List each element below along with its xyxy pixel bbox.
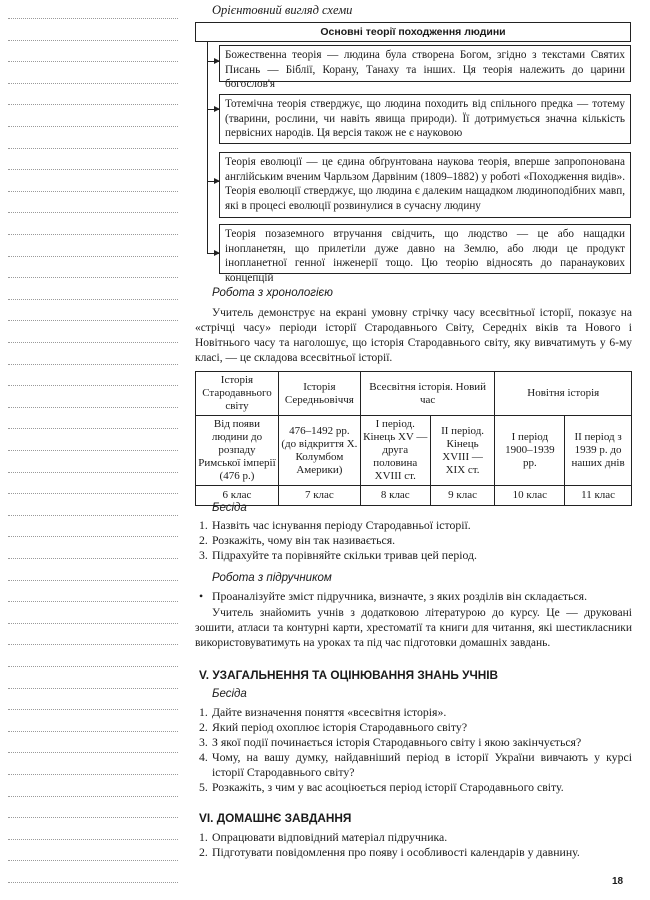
section-5-heading: V. УЗАГАЛЬНЕННЯ ТА ОЦІНЮВАННЯ ЗНАНЬ УЧНІВ: [199, 668, 499, 682]
list-item: [199, 548, 632, 563]
margin-note-line: [8, 623, 178, 624]
margin-note-line: [8, 407, 178, 408]
table-header: Історія Стародавнього світу: [196, 372, 279, 416]
margin-note-line: [8, 18, 178, 19]
margin-note-line: [8, 839, 178, 840]
list-text: Чому, на вашу думку, найдавніший період в історії України вивчають у курсі історії Стародавнього світу?: [212, 750, 632, 779]
section-6-list: [199, 830, 632, 860]
table-header: Новітня історія: [495, 372, 632, 416]
list-text: Розкажіть, з чим у вас асоціюється період історії Стародавнього світу.: [212, 780, 564, 794]
list-text: Проаналізуйте зміст підручника, визначте, з яких розділів він складається.: [212, 589, 588, 603]
margin-note-line: [8, 428, 178, 429]
list-item: [199, 780, 632, 795]
margin-note-line: [8, 580, 178, 581]
conversation-list: [199, 518, 632, 563]
theory-box-totemic: Тотемічна теорія стверджує, що людина походить від спільного предка — тотему (тварини, рослини, чи навіть явища природи). Її дотримується значна кількість первісних народів. Ця версія також не є науковою: [219, 94, 631, 144]
list-item: [199, 735, 632, 750]
list-item: [199, 705, 632, 720]
theory-box-divine: Божественна теорія — людина була створена Богом, згідно з текстами Святих Писань — Біблії, Корану, Танаху та інших. Ця теорія належить до царини богослов'я: [219, 45, 631, 82]
margin-note-line: [8, 299, 178, 300]
margin-note-line: [8, 342, 178, 343]
list-text: З якої події починається історія Стародавнього світу і якою закінчується?: [212, 735, 582, 749]
list-number: 4.: [199, 750, 208, 764]
list-item: [199, 589, 632, 604]
table-cell: 9 клас: [430, 486, 495, 506]
list-item: [199, 750, 632, 780]
table-cell: I період 1900–1939 рр.: [495, 416, 565, 486]
list-item: [199, 518, 632, 533]
margin-note-line: [8, 40, 178, 41]
margin-note-line: [8, 61, 178, 62]
margin-note-line: [8, 256, 178, 257]
table-cell: I період. Кінець XV — друга половина XVIII ст.: [360, 416, 430, 486]
list-text: Опрацювати відповідний матеріал підручника.: [212, 830, 448, 844]
scheme-arrow: [207, 253, 219, 254]
margin-note-line: [8, 752, 178, 753]
scheme-arrow: [207, 109, 219, 110]
margin-note-line: [8, 126, 178, 127]
margin-note-line: [8, 83, 178, 84]
table-cell: II період. Кінець XVIII — XIX ст.: [430, 416, 495, 486]
margin-note-line: [8, 536, 178, 537]
margin-note-lines: [0, 0, 182, 900]
section-6-heading: VI. ДОМАШНЄ ЗАВДАННЯ: [199, 811, 352, 825]
margin-note-line: [8, 644, 178, 645]
table-cell: 10 клас: [495, 486, 565, 506]
list-item: [199, 830, 632, 845]
list-text: Назвіть час існування періоду Стародавньої історії.: [212, 518, 471, 532]
margin-note-line: [8, 320, 178, 321]
margin-note-line: [8, 666, 178, 667]
table-cell: 11 клас: [565, 486, 632, 506]
scheme-arrow: [207, 181, 219, 182]
list-number: 1.: [199, 518, 208, 532]
margin-note-line: [8, 860, 178, 861]
textbook-text: Учитель знайомить учнів з додатковою літературою до курсу. Це — друковані зошити, атласи та контурні карти, хрестоматії та книги для читання, які шестикласники використовуватимуть на уроках та під час підготовки домашніх завдань.: [195, 607, 632, 649]
margin-note-line: [8, 364, 178, 365]
list-text: Розкажіть, чому він так називається.: [212, 533, 396, 547]
margin-note-line: [8, 796, 178, 797]
scheme-caption: Орієнтовний вигляд схеми: [212, 3, 353, 17]
margin-note-line: [8, 774, 178, 775]
list-text: Підрахуйте та порівняйте скільки тривав цей період.: [212, 548, 478, 562]
section-5-subheading: Бесіда: [212, 688, 247, 700]
textbook-heading: Робота з підручником: [212, 572, 332, 584]
table-cell: II період з 1939 р. до наших днів: [565, 416, 632, 486]
margin-note-line: [8, 234, 178, 235]
table-header: Історія Середньовіччя: [278, 372, 360, 416]
list-number: 5.: [199, 780, 208, 794]
margin-note-line: [8, 148, 178, 149]
margin-note-line: [8, 515, 178, 516]
conversation-heading: Бесіда: [212, 502, 247, 514]
list-number: 2.: [199, 533, 208, 547]
margin-note-line: [8, 169, 178, 170]
scheme-connector-line: [207, 42, 208, 254]
margin-note-line: [8, 493, 178, 494]
list-number: 3.: [199, 735, 208, 749]
chronology-text: Учитель демонструє на екрані умовну стрічку часу всесвітньої історії, показує на «стрічці часу» періоди історії Стародавнього Світу, Середніх віків та Нового і Новітнього часу та наголошує, що історія Стародавнього світу, яку вивчатимуть у 6-му класі, — це складова всесвітньої історії.: [195, 307, 632, 364]
list-text: Який період охоплює історія Стародавнього світу?: [212, 720, 468, 734]
margin-note-line: [8, 709, 178, 710]
timeline-table: [195, 371, 632, 506]
list-number: 1.: [199, 705, 208, 719]
margin-note-line: [8, 688, 178, 689]
list-item: [199, 533, 632, 548]
table-cell: 7 клас: [278, 486, 360, 506]
table-cell: 476–1492 рр. (до відкриття Х. Колумбом Америки): [278, 416, 360, 486]
margin-note-line: [8, 558, 178, 559]
margin-note-line: [8, 450, 178, 451]
margin-note-line: [8, 601, 178, 602]
list-number: 1.: [199, 830, 208, 844]
table-cell: 8 клас: [360, 486, 430, 506]
list-number: 3.: [199, 548, 208, 562]
table-cell: Від появи людини до розпаду Римської імперії (476 р.): [196, 416, 279, 486]
page-number: 18: [612, 876, 624, 887]
table-header: Всесвітня історія. Новий час: [360, 372, 495, 416]
list-number: 2.: [199, 720, 208, 734]
list-item: [199, 720, 632, 735]
chronology-heading: Робота з хронологією: [212, 287, 333, 299]
theory-box-extraterrestrial: Теорія позаземного втручання свідчить, що людство — це або нащадки інопланетян, що прилетіли дуже давно на Землю, або люди це продукт інопланетної генної інженерії тощо. Цю теорію відносять до паранаукових концепцій: [219, 224, 631, 274]
list-text: Підготувати повідомлення про появу і особливості календарів у давнину.: [212, 845, 580, 859]
table-cell: 6 клас: [196, 486, 279, 506]
section-5-list: [199, 705, 632, 795]
margin-note-line: [8, 212, 178, 213]
scheme-title: Основні теорії походження людини: [195, 22, 631, 42]
margin-note-line: [8, 882, 178, 883]
textbook-bullet-item: [199, 589, 632, 604]
margin-note-line: [8, 731, 178, 732]
margin-note-line: [8, 817, 178, 818]
list-number: 2.: [199, 845, 208, 859]
scheme-arrow: [207, 61, 219, 62]
theory-box-evolution: Теорія еволюції — це єдина обґрунтована наукова теорія, вперше запропонована англійським вченим Чарльзом Дарвіним (1809–1882) у роботі «Походження видів». Теорія еволюції стверджує, що людина є далеким нащадком людиноподібних мавп, які в процесі еволюції розвинулися в сучасну людину: [219, 152, 631, 218]
margin-note-line: [8, 191, 178, 192]
list-item: [199, 845, 632, 860]
margin-note-line: [8, 104, 178, 105]
margin-note-line: [8, 472, 178, 473]
list-text: Дайте визначення поняття «всесвітня історія».: [212, 705, 447, 719]
margin-note-line: [8, 385, 178, 386]
bullet: •: [199, 589, 204, 603]
margin-note-line: [8, 277, 178, 278]
